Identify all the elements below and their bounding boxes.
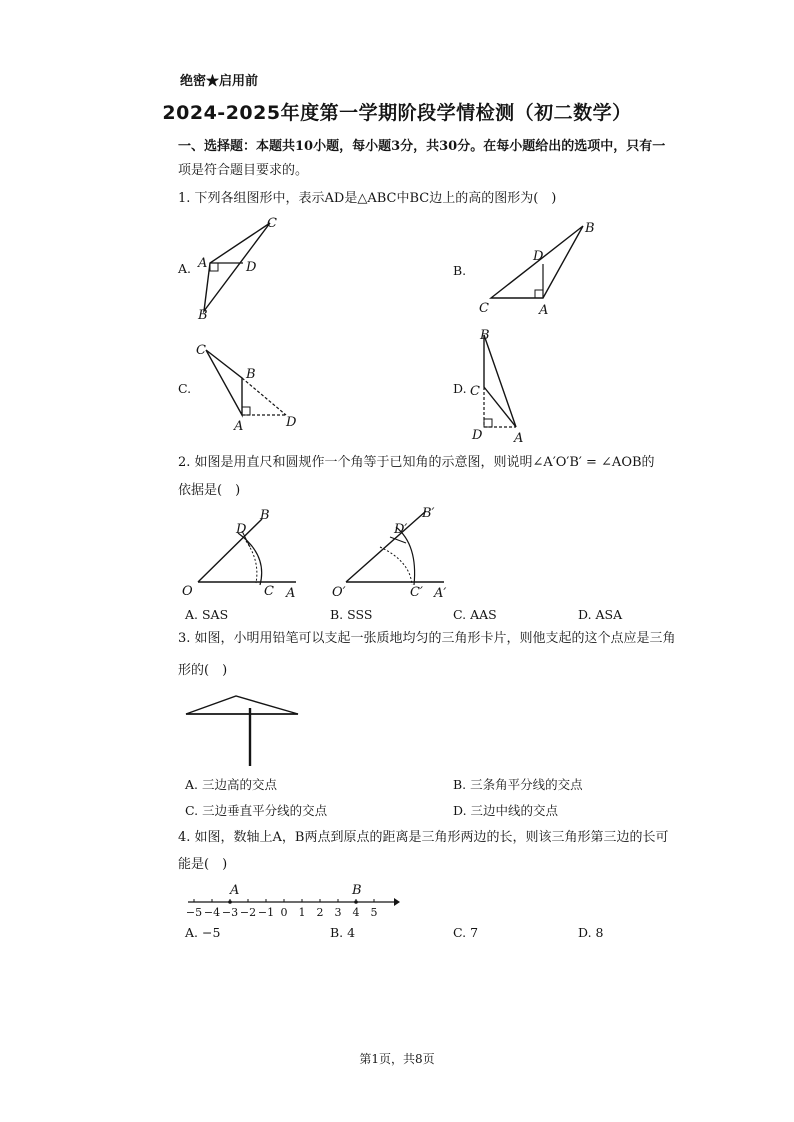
page-footer: 第1页，共8页 <box>359 1052 435 1066</box>
q1c-label-d: D <box>286 415 297 430</box>
q1c-label-a: A <box>234 419 244 434</box>
page-title: 2024-2025年度第一学期阶段学情检测（初二数学） <box>162 102 632 124</box>
q2-label-a-prime: A′ <box>434 586 447 601</box>
q1-option-c: C. <box>178 381 192 396</box>
q4-option-d: D. 8 <box>578 925 604 940</box>
q1a-label-b: B <box>198 308 208 323</box>
q2-option-a: A. SAS <box>185 607 229 622</box>
q2-label-d-prime: D′ <box>394 522 408 537</box>
q2-option-b: B. SSS <box>330 607 373 622</box>
q4-tick-label-3: −2 <box>239 906 257 919</box>
q2-label-o: O <box>182 584 193 599</box>
q4-point-a-label: A <box>230 883 240 898</box>
q2-stem-line2: 依据是( ) <box>178 483 241 498</box>
q4-point-b <box>354 900 358 904</box>
q2-stem-line1: 2. 如图是用直尺和圆规作一个角等于已知角的示意图，则说明∠A′O′B′ = ∠AOB的 <box>178 455 655 470</box>
secret-mark: 绝密★启用前 <box>180 74 259 89</box>
q1d-label-b: B <box>480 328 490 343</box>
q1-figure-d <box>470 327 540 445</box>
q2-figure-original <box>180 505 310 605</box>
q4-tick-label-4: −1 <box>257 906 275 919</box>
q1-option-d: D. <box>453 381 467 396</box>
q4-tick-label-6: 1 <box>298 906 306 919</box>
q4-option-c: C. 7 <box>453 925 479 940</box>
q1d-label-d: D <box>472 428 483 443</box>
q2-label-a: A <box>286 586 296 601</box>
q1-stem: 1. 下列各组图形中，表示AD是△ABC中BC边上的高的图形为( ) <box>178 191 557 206</box>
q2-label-o-prime: O′ <box>332 585 346 600</box>
q2-label-b-prime: B′ <box>422 506 435 521</box>
q1b-label-c: C <box>479 301 489 316</box>
q2-label-c-prime: C′ <box>410 585 423 600</box>
q4-tick-label-9: 4 <box>352 906 360 919</box>
q2-option-d: D. ASA <box>578 607 623 622</box>
q1b-label-b: B <box>585 221 595 236</box>
q4-point-a <box>228 900 232 904</box>
q2-label-b: B <box>260 508 270 523</box>
q2-option-c: C. AAS <box>453 607 497 622</box>
q3-option-c: C. 三边垂直平分线的交点 <box>185 803 328 818</box>
q4-tick-label-1: −4 <box>203 906 221 919</box>
q1b-label-d: D <box>533 249 544 264</box>
q1-figure-b <box>475 218 605 318</box>
q1a-label-d: D <box>246 260 257 275</box>
q2-label-c: C <box>264 584 274 599</box>
q4-point-b-label: B <box>352 883 362 898</box>
q3-stem-line1: 3. 如图，小明用铅笔可以支起一张质地均匀的三角形卡片，则他支起的这个点应是三角 <box>178 631 676 646</box>
q1c-label-c: C <box>196 343 206 358</box>
q1d-label-a: A <box>514 431 524 446</box>
q4-option-b: B. 4 <box>330 925 356 940</box>
q4-tick-label-2: −3 <box>221 906 239 919</box>
q1b-label-a: A <box>539 303 549 318</box>
q4-tick-label-10: 5 <box>370 906 378 919</box>
q4-number-line <box>184 876 404 921</box>
q1c-label-b: B <box>246 367 256 382</box>
section-intro-line2: 项是符合题目要求的。 <box>178 163 309 178</box>
q3-option-b: B. 三条角平分线的交点 <box>453 777 583 792</box>
q4-tick-label-0: −5 <box>185 906 203 919</box>
q4-stem-line1: 4. 如图，数轴上A，B两点到原点的距离是三角形两边的长，则该三角形第三边的长可 <box>178 830 669 845</box>
section-intro-line1: 一、选择题：本题共10小题，每小题3分，共30分。在每小题给出的选项中，只有一 <box>178 139 666 154</box>
q1-option-b: B. <box>453 263 467 278</box>
q1a-label-c: C <box>267 216 277 231</box>
q2-label-d: D <box>236 522 247 537</box>
q1d-label-c: C <box>470 384 480 399</box>
q4-tick-label-7: 2 <box>316 906 324 919</box>
q3-stem-line2: 形的( ) <box>178 663 228 678</box>
q1-option-a: A. <box>178 261 192 276</box>
q3-option-a: A. 三边高的交点 <box>185 777 277 792</box>
q1-figure-a <box>190 215 290 325</box>
q4-tick-label-8: 3 <box>334 906 342 919</box>
q4-tick-label-5: 0 <box>280 906 288 919</box>
q2-figure-copy <box>330 505 460 605</box>
q4-stem-line2: 能是( ) <box>178 857 228 872</box>
q3-option-d: D. 三边中线的交点 <box>453 803 559 818</box>
q4-option-a: A. −5 <box>185 925 221 940</box>
q1a-label-a: A <box>198 256 208 271</box>
q3-figure-pencil-triangle <box>180 690 310 770</box>
q1-figure-c <box>192 340 312 435</box>
